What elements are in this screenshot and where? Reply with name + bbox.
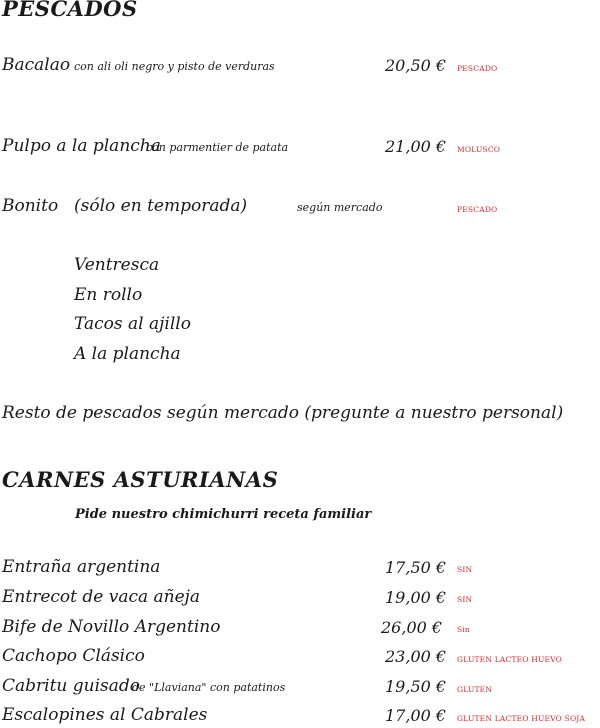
item-price: 23,00 € (385, 647, 447, 666)
allergen-tag: SIN (457, 565, 473, 574)
allergen-tag: GLUTEN (457, 685, 493, 694)
section-title-pescados: PESCADOS (2, 0, 138, 21)
item-name: Pulpo a la plancha (2, 136, 161, 156)
item-name: Bife de Novillo Argentino (2, 617, 221, 637)
item-name: Entraña argentina (2, 557, 161, 577)
bonito-option: Tacos al ajillo (74, 314, 191, 334)
section-title-carnes: CARNES ASTURIANAS (2, 467, 279, 492)
allergen-tag: GLUTEN LACTEO HUEVO SOJA (457, 714, 586, 723)
pescados-footer-note: Resto de pescados según mercado (pregunte a nuestro personal) (2, 403, 564, 423)
allergen-tag: MOLUSCO (457, 145, 501, 154)
item-price: 17,50 € (385, 558, 447, 577)
item-description: de "Llaviana" con patatinos (132, 681, 286, 694)
item-price: 26,00 € (381, 618, 443, 637)
bonito-option: A la plancha (74, 344, 181, 364)
allergen-tag: SIN (457, 595, 473, 604)
allergen-tag: Sin (457, 625, 470, 634)
item-name: Escalopines al Cabrales (2, 705, 208, 725)
item-name: Bacalao (2, 55, 71, 75)
allergen-tag: PESCADO (457, 205, 498, 214)
item-name: Entrecot de vaca añeja (2, 587, 201, 607)
item-name: Bonito (2, 196, 59, 216)
allergen-tag: PESCADO (457, 64, 498, 73)
item-price: 20,50 € (385, 56, 447, 75)
item-price: 19,00 € (385, 588, 447, 607)
item-price: 19,50 € (385, 677, 447, 696)
chimichurri-note: Pide nuestro chimichurri receta familiar (75, 507, 372, 522)
item-description: con ali oli negro y pisto de verduras (74, 60, 275, 73)
item-name: Cabritu guisado (2, 676, 141, 696)
allergen-tag: GLUTEN LACTEO HUEVO (457, 655, 563, 664)
item-price: 17,00 € (385, 706, 447, 725)
bonito-option: Ventresca (74, 255, 160, 275)
item-description: con parmentier de patata (146, 141, 289, 154)
item-name: Cachopo Clásico (2, 646, 145, 666)
bonito-option: En rollo (74, 285, 143, 305)
item-price: 21,00 € (385, 137, 447, 156)
item-description: (sólo en temporada) (74, 196, 248, 216)
item-price: según mercado (297, 201, 383, 214)
